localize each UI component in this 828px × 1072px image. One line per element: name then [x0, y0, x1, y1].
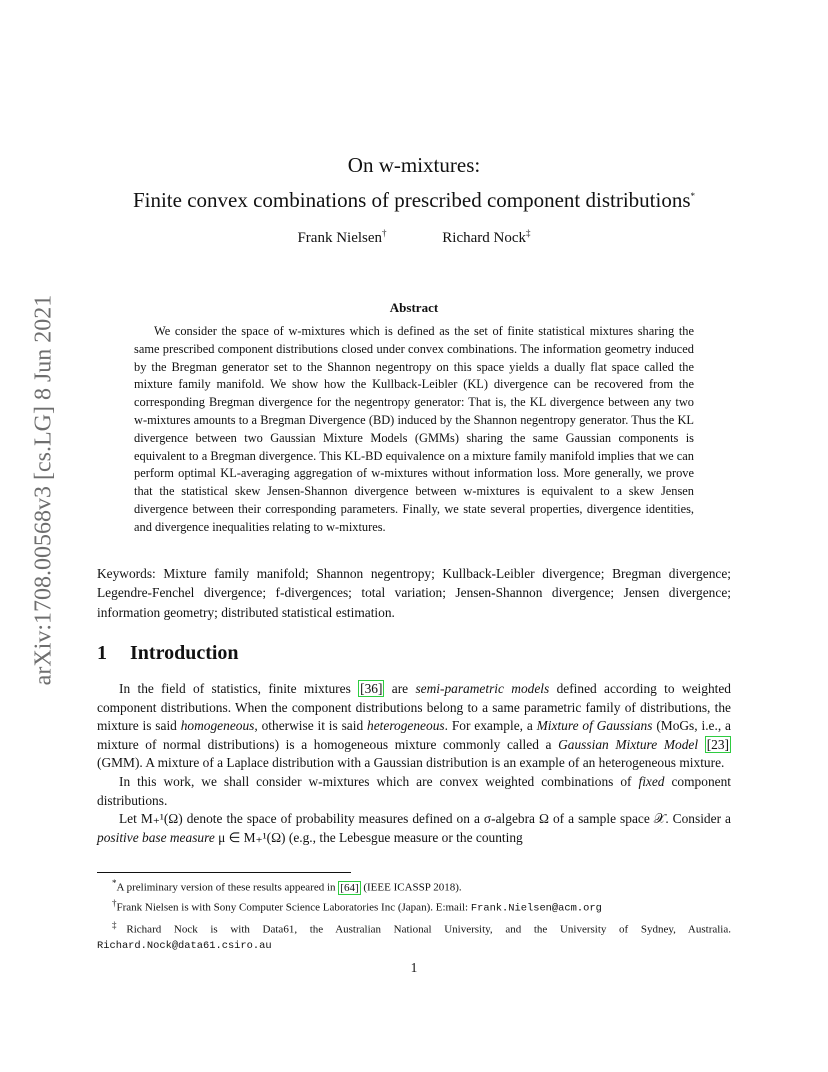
keywords: Keywords: Mixture family manifold; Shannon negentropy; Kullback-Leibler divergence; Bregman divergence; Legendre-Fenchel divergence; f-divergences; total variation; Jensen-Shannon divergence; Jensen divergence; information geometry; distributed statistical estimation.	[97, 566, 731, 620]
paragraph-2	[97, 773, 731, 810]
footnote-3	[97, 918, 731, 955]
arxiv-sidebar	[26, 294, 62, 686]
email-nielsen: Frank.Nielsen@acm.org	[470, 903, 602, 916]
p3-text-b: μ ∈ M₊¹(Ω) (e.g., the Lebesgue measure or the counting	[214, 829, 523, 845]
arxiv-identifier: arXiv:1708.00568v3 [cs.LG] 8 Jun 2021	[30, 294, 57, 686]
title-line-2	[97, 181, 731, 216]
p1-text-h: (GMM). A mixture of a Laplace distribution with a Gaussian distribution is an example of an heterogeneous mixture.	[97, 755, 725, 771]
footnote-1-mark: *	[112, 878, 117, 888]
p3-text-a: Let M₊¹(Ω) denote the space of probability measures defined on a σ-algebra Ω of a sample space 𝒳. Consider a	[119, 811, 731, 827]
author-1	[297, 228, 386, 247]
section-title: Introduction	[130, 642, 239, 664]
author-1-name: Frank Nielsen	[297, 230, 383, 246]
p1-emphasis-3: heterogeneous	[367, 718, 445, 734]
citation-link-64[interactable]: [64]	[340, 881, 359, 894]
footnote-1	[97, 876, 731, 896]
title-line-2-text: Finite convex combinations of prescribed component distributions	[132, 188, 691, 212]
author-2	[442, 228, 530, 247]
email-nock: Richard.Nock@data61.csiro.au	[97, 940, 272, 953]
author-2-name: Richard Nock	[442, 230, 527, 246]
abstract-text: We consider the space of w-mixtures which is defined as the set of finite statistical mixtures sharing the same prescribed component distributions closed under convex combinations. The information geometry induced by the Bregman generator set to the Shannon negentropy on this space yields a dually flat space called the mixture family manifold. We show how the Kullback-Leibler (KL) divergence can be recovered from the corresponding Bregman divergence for the negentropy generator: That is, the KL divergence between any two w-mixtures amounts to a Bregman Divergence (BD) induced by the Shannon negentropy generator. Thus the KL divergence between two Gaussian Mixture Models (GMMs) sharing the same Gaussian components is equivalent to a Bregman divergence. This KL-BD equivalence on a mixture family manifold implies that we can perform optimal KL-averaging aggregation of w-mixtures without information loss. More generally, we prove that the statistical skew Jensen-Shannon divergence between w-mixtures is equivalent to a skew Jensen divergence between their corresponding parameters. Finally, we state several properties, divergence identities, and divergence inequalities relating to w-mixtures.	[134, 324, 694, 534]
author-1-mark: †	[382, 228, 387, 238]
p1-emphasis-5: Gaussian Mixture Model	[558, 736, 699, 752]
title-line-1: On w-mixtures:	[347, 153, 481, 177]
citation-link-23[interactable]: [23]	[706, 736, 729, 752]
paragraph-1	[97, 680, 731, 773]
paragraph-3	[97, 810, 731, 847]
p1-text-c: defined according to weighted component distributions. When the component distributions belong to a same parametric family of distributions, the mixture is said	[97, 681, 732, 734]
title-footnote-mark: *	[690, 191, 696, 201]
footnote-rule	[97, 872, 351, 873]
p1-text-b: are	[384, 681, 416, 696]
p1-emphasis-2: homogeneous	[180, 718, 255, 734]
p1-text-g	[698, 737, 705, 752]
footnotes	[97, 876, 731, 955]
section-heading	[97, 642, 731, 665]
paper-title	[97, 150, 731, 216]
footnote-1-text-a: A preliminary version of these results appeared in	[116, 881, 339, 894]
author-list	[97, 228, 731, 247]
p2-text-b: component distributions.	[97, 773, 731, 808]
p2-text-a: In this work, we shall consider w-mixtures which are convex weighted combinations of	[119, 773, 639, 789]
p1-emphasis-4: Mixture of Gaussians	[536, 718, 653, 734]
p1-text-e: . For example, a	[444, 718, 537, 734]
footnote-2	[97, 896, 731, 917]
p3-emphasis-1: positive base measure	[97, 829, 215, 845]
abstract-heading: Abstract	[389, 300, 439, 315]
section-number: 1	[97, 642, 107, 664]
p2-emphasis-1: fixed	[638, 773, 665, 789]
footnote-3-mark: ‡	[112, 919, 127, 930]
body-text	[97, 680, 731, 847]
footnote-2-text: Frank Nielsen is with Sony Computer Science Laboratories Inc (Japan). E:mail:	[116, 902, 471, 915]
p1-text-d: , otherwise it is said	[254, 718, 368, 734]
author-2-mark: ‡	[526, 228, 531, 238]
page-number: 1	[410, 960, 418, 975]
footnote-3-text: Richard Nock is with Data61, the Australian National University, and the University of Sydney, Australia.	[126, 923, 732, 936]
p1-text-f: (MoGs, i.e., a mixture of normal distributions) is a homogeneous mixture commonly called a	[97, 718, 731, 752]
footnote-2-mark: †	[112, 898, 117, 909]
citation-link-36[interactable]: [36]	[360, 681, 383, 696]
p1-emphasis-1: semi-parametric models	[415, 681, 550, 696]
p1-text-a: In the field of statistics, finite mixtures	[119, 681, 359, 696]
footnote-1-text-b: (IEEE ICASSP 2018).	[360, 881, 462, 894]
